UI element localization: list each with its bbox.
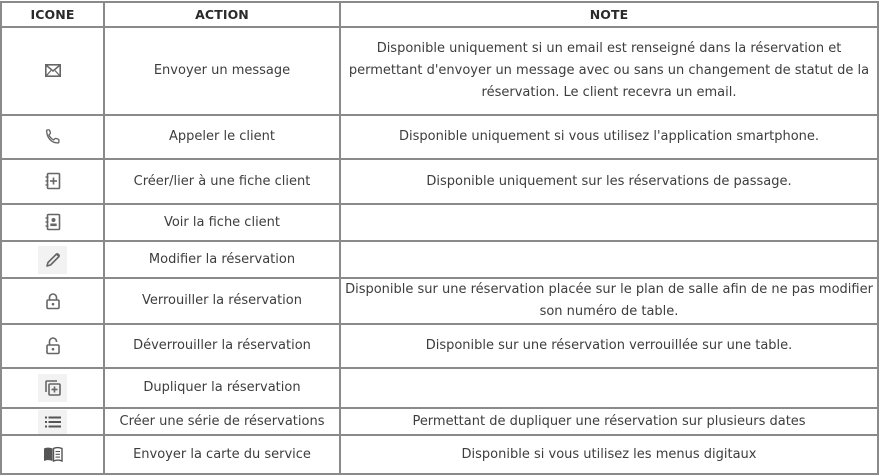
note-cell: Disponible uniquement sur les réservations de passage.	[340, 159, 878, 204]
action-cell: Créer/lier à une fiche client	[104, 159, 340, 204]
table-header-row	[1, 2, 878, 27]
table-row	[1, 115, 878, 159]
icon-cell	[1, 368, 104, 408]
actions-table	[0, 1, 879, 475]
note-cell: Disponible sur une réservation placée sur le plan de salle afin de ne pas modifier son numéro de table.	[340, 278, 878, 324]
note-cell: Permettant de dupliquer une réservation sur plusieurs dates	[340, 408, 878, 435]
action-cell: Déverrouiller la réservation	[104, 324, 340, 368]
note-cell: Disponible uniquement si un email est renseigné dans la réservation et permettant d'envoyer un message avec ou sans un changement de statut de la réservation. Le client recevra un email.	[340, 27, 878, 115]
action-cell: Dupliquer la réservation	[104, 368, 340, 408]
icon-cell	[1, 204, 104, 241]
envelope-icon	[42, 60, 64, 82]
action-cell: Envoyer la carte du service	[104, 435, 340, 474]
table-row	[1, 324, 878, 368]
note-cell	[340, 368, 878, 408]
table-row	[1, 159, 878, 204]
action-cell: Verrouiller la réservation	[104, 278, 340, 324]
header-action: ACTION	[104, 2, 340, 27]
menu-book-icon	[42, 443, 64, 465]
icon-cell	[1, 408, 104, 435]
duplicate-icon	[38, 374, 67, 402]
table-row	[1, 204, 878, 241]
action-cell: Modifier la réservation	[104, 241, 340, 278]
table-row	[1, 408, 878, 435]
icon-cell	[1, 115, 104, 159]
list-icon	[38, 410, 67, 434]
note-cell: Disponible uniquement si vous utilisez l'application smartphone.	[340, 115, 878, 159]
contact-book-icon	[42, 211, 64, 233]
icon-cell	[1, 27, 104, 115]
phone-icon	[42, 126, 64, 148]
pencil-icon	[38, 246, 67, 274]
icon-cell	[1, 241, 104, 278]
header-icon: ICONE	[1, 2, 104, 27]
icon-cell	[1, 159, 104, 204]
note-cell: Disponible si vous utilisez les menus digitaux	[340, 435, 878, 474]
table-row	[1, 241, 878, 278]
header-note: NOTE	[340, 2, 878, 27]
table-row	[1, 27, 878, 115]
contact-book-add-icon	[42, 170, 64, 192]
icon-cell	[1, 324, 104, 368]
lock-icon	[42, 290, 64, 312]
icon-cell	[1, 278, 104, 324]
table-row	[1, 278, 878, 324]
action-cell: Appeler le client	[104, 115, 340, 159]
unlock-icon	[42, 335, 64, 357]
action-cell: Voir la fiche client	[104, 204, 340, 241]
icon-cell	[1, 435, 104, 474]
table-row	[1, 368, 878, 408]
note-cell: Disponible sur une réservation verrouillée sur une table.	[340, 324, 878, 368]
table-row	[1, 435, 878, 474]
action-cell: Envoyer un message	[104, 27, 340, 115]
action-cell: Créer une série de réservations	[104, 408, 340, 435]
note-cell	[340, 241, 878, 278]
note-cell	[340, 204, 878, 241]
